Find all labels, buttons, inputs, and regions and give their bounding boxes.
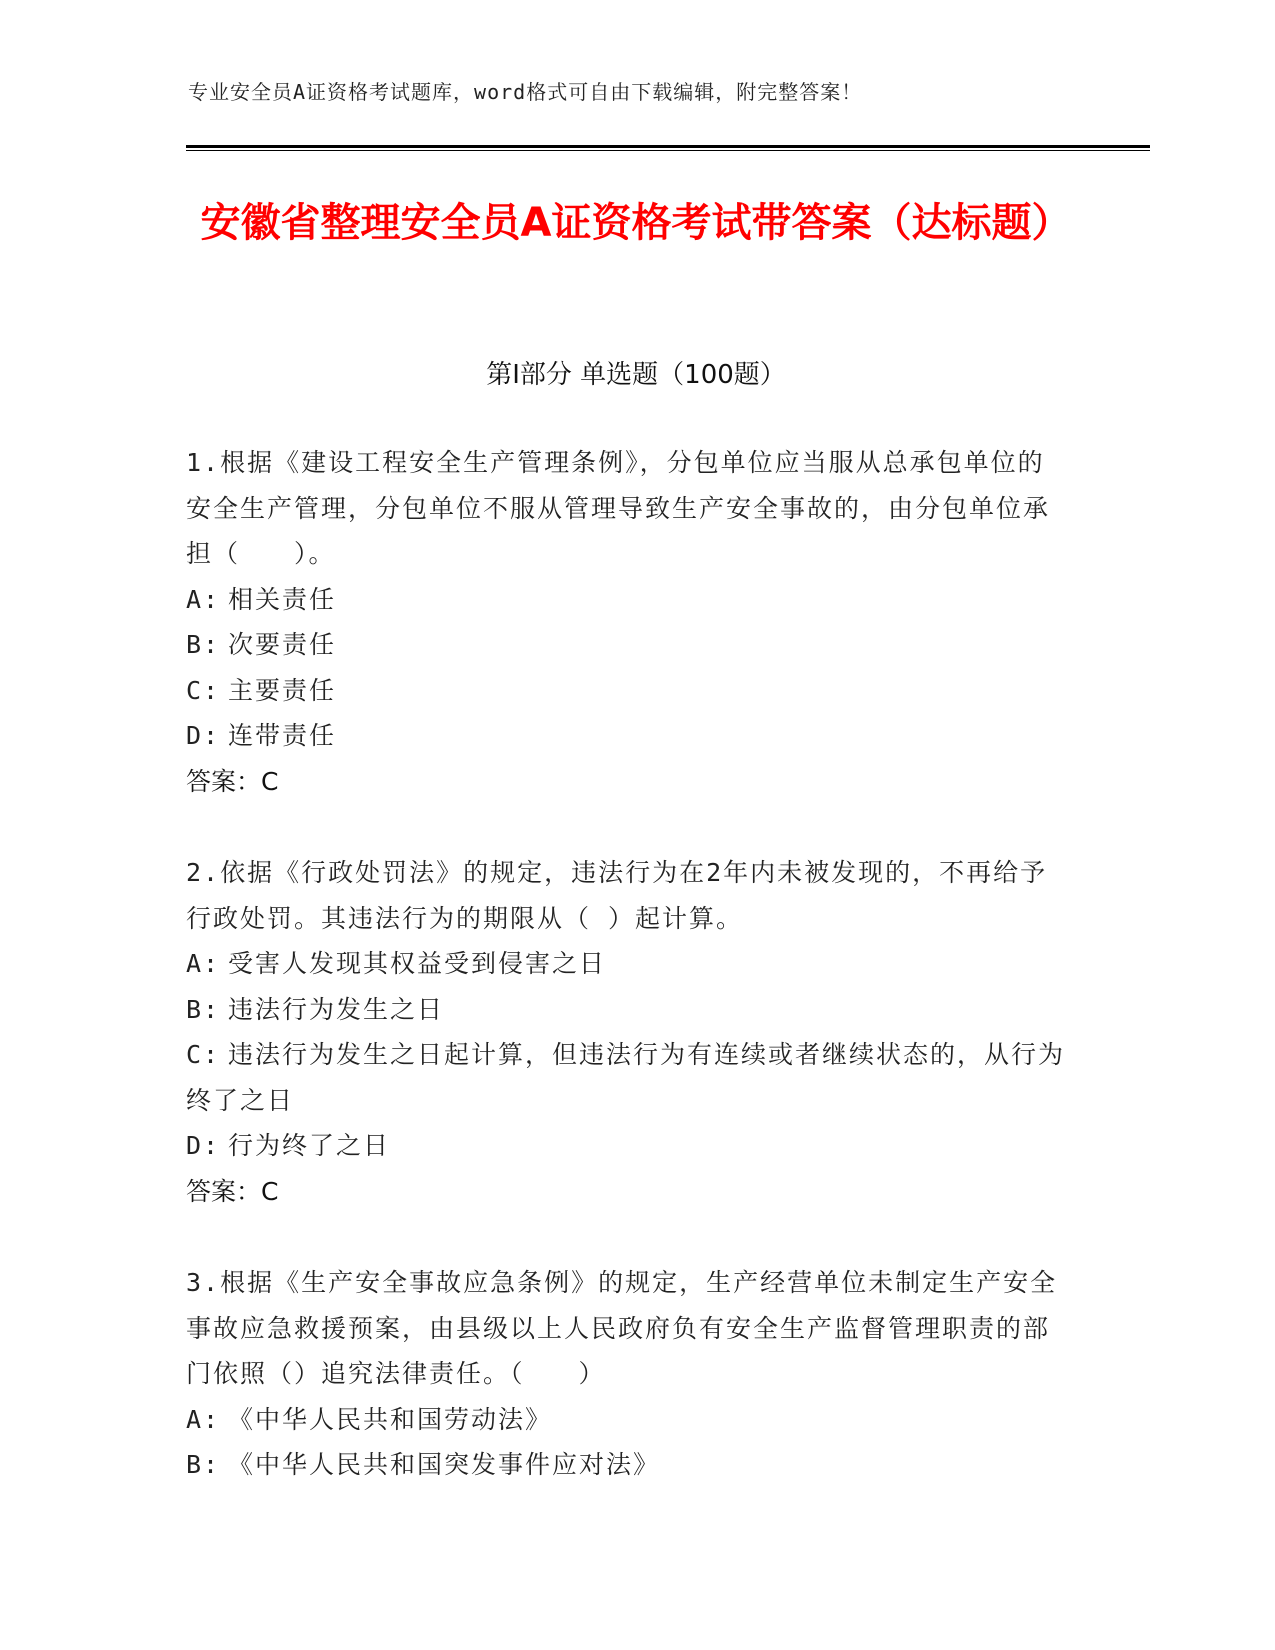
option-text: 相关责任 [228,584,337,614]
question-list [186,440,1066,1534]
option-text: 主要责任 [228,675,337,705]
option-key: A: [186,1404,221,1434]
option-key: B: [186,994,221,1024]
question-stem: 2.依据《行政处罚法》的规定，违法行为在2年内未被发现的，不再给予行政处罚。其违法行为的期限从（ ）起计算。 [186,858,1048,933]
question-option [186,1123,1066,1169]
question-option [186,1032,1066,1123]
option-text: 行为终了之日 [228,1131,391,1160]
option-key: C: [186,1040,221,1069]
option-text: 违法行为发生之日 [228,994,445,1024]
option-key: D: [186,1131,221,1160]
section-title: 第Ⅰ部分 单选题（100题） [486,360,786,390]
question-item [186,440,1066,804]
header-rule-thin [186,150,1150,151]
option-key: B: [186,1450,221,1479]
option-key: C: [186,675,221,705]
question-option [186,1397,1066,1443]
question-option [186,987,1066,1033]
question-option [186,941,1066,987]
option-key: A: [186,949,221,978]
option-text: 受害人发现其权益受到侵害之日 [228,949,607,978]
question-item [186,850,1066,1214]
option-text: 次要责任 [228,630,337,659]
option-text: 违法行为发生之日起计算，但违法行为有连续或者继续状态的，从行为终了之日 [186,1040,1066,1115]
header-note: 专业安全员A证资格考试题库，word格式可自由下载编辑，附完整答案！ [188,80,863,104]
question-answer: 答案：C [186,766,279,796]
option-text: 《中华人民共和国突发事件应对法》 [228,1450,661,1479]
question-item [186,1260,1066,1488]
header-rule-thick [186,145,1150,148]
question-option [186,713,1066,759]
option-key: D: [186,721,221,750]
option-text: 连带责任 [228,721,337,750]
question-stem: 3.根据《生产安全事故应急条例》的规定，生产经营单位未制定生产安全事故应急救援预案，由县级以上人民政府负有安全生产监督管理职责的部门依照（）追究法律责任。（ ） [186,1268,1058,1388]
question-option [186,668,1066,714]
question-answer: 答案：C [186,1176,279,1206]
question-option [186,1442,1066,1488]
question-stem: 1.根据《建设工程安全生产管理条例》，分包单位应当服从总承包单位的安全生产管理，分包单位不服从管理导致生产安全事故的，由分包单位承担（ ）。 [186,448,1051,568]
option-key: A: [186,584,221,614]
document-title: 安徽省整理安全员A证资格考试带答案（达标题） [200,200,1072,246]
option-text: 《中华人民共和国劳动法》 [228,1404,553,1434]
option-key: B: [186,630,221,659]
question-option [186,577,1066,623]
question-option [186,622,1066,668]
